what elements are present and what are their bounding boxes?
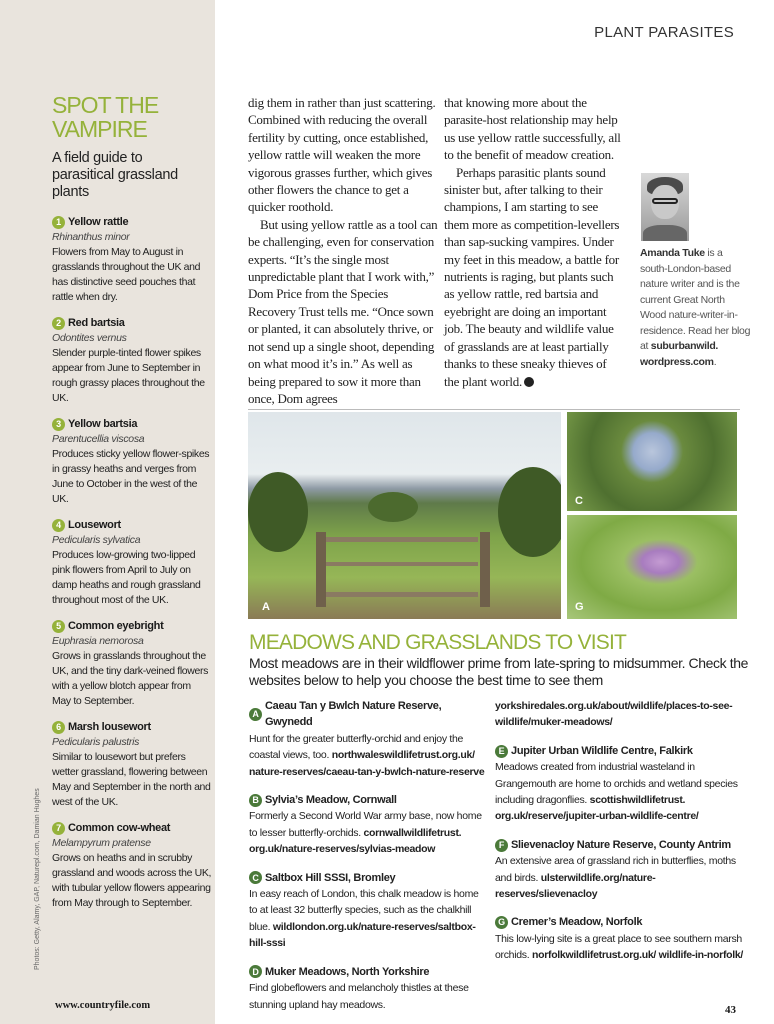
author-photo [641,173,689,241]
latin-name: Melampyrum pratense [52,837,151,849]
bio-text: is a south-London-based nature writer and is the current Great North Wood nature-writer-in-residence. Read her blog at [640,247,751,352]
plant-name-text: Marsh lousewort [68,721,151,733]
meadow-description: An extensive area of grassland rich in butterflies, moths and birds. [495,855,736,884]
meadow-name [249,792,487,808]
meadows-column-2 [495,698,745,1013]
footer-website[interactable]: www.countryfile.com [55,1000,151,1011]
meadows-section [249,630,764,1013]
blog-link[interactable]: suburbanwild. wordpress.com [640,340,719,368]
meadow-name [495,914,745,930]
sidebar-content [52,93,212,922]
paragraph-text: Perhaps parasitic plants sound sinister but, after talking to their champions, I am starting to see them more as competition-levellers than sap-sucking vampires. Under my feet in this meadow, a battle for nutrients is raging, but plants such as yellow rattle, red bartsia and eyebright are doing an important job. The beauty and wildlife value of grasslands are at least partially thanks to these sneaky thieves of the plant world. [444,164,620,389]
latin-name: Pedicularis palustris [52,736,140,748]
meadow-name-text: Caeau Tan y Bwlch Nature Reserve, Gwynedd [265,700,442,729]
plant-name [52,215,212,230]
meadow-item [249,964,487,1013]
photo-label: C [575,495,583,507]
bio-end: . [713,355,717,368]
photo-orchid [567,515,737,619]
number-badge: 7 [52,822,65,835]
plant-name-text: Red bartsia [68,317,125,329]
plant-item [52,619,212,709]
plant-name-text: Lousewort [68,519,121,531]
section-tag: PLANT PARASITES [594,24,734,41]
meadow-url[interactable]: yorkshiredales.org.uk/about/wildlife/places-to-see-wildlife/muker-meadows/ [495,700,733,729]
plant-item [52,720,212,810]
letter-badge: F [495,839,508,852]
meadow-url[interactable]: norfolkwildlifetrust.org.uk/ wildlife-in-norfolk/ [531,949,744,962]
paragraph [444,164,624,390]
letter-badge: C [249,871,262,884]
meadows-intro: Most meadows are in their wildflower prime from late-spring to midsummer. Check the websites below to help you choose the best time to see them [249,655,748,688]
article-column-2 [444,94,624,390]
meadow-description: Formerly a Second World War army base, now home to lesser butterfly-orchids. [249,810,482,839]
number-badge: 2 [52,317,65,330]
plant-description: Flowers from May to August in grasslands throughout the UK and has distinctive seed pouches that rattle when dry. [52,246,201,303]
letter-badge: D [249,965,262,978]
plant-name-text: Common eyebright [68,620,164,632]
number-badge: 6 [52,721,65,734]
plant-name [52,518,212,533]
meadow-name-text: Cremer’s Meadow, Norfolk [511,916,643,929]
plant-item [52,417,212,507]
plant-name [52,720,212,735]
photo-label: G [575,601,584,613]
meadow-description: This low-lying site is a great place to see southern marsh orchids. [495,932,742,962]
meadow-item [495,698,745,731]
meadow-name [495,837,745,853]
number-badge: 5 [52,620,65,633]
meadow-description: Meadows created from industrial wasteland in Grangemouth are home to orchids and wetland species including dragonflies. [495,761,738,807]
meadow-url[interactable]: ulsterwildlife.org/nature-reserves/slievenacloy [495,871,656,901]
meadow-description: Find globeflowers and melancholy thistles at these stunning upland hay meadows. [249,982,469,1011]
meadow-name-text: Muker Meadows, North Yorkshire [265,965,430,978]
letter-badge: G [495,916,508,929]
author-name: Amanda Tuke [640,247,705,259]
plant-description: Similar to lousewort but prefers wetter grassland, flowering between May and September in the north and west of the UK. [52,751,211,808]
photo-butterfly [567,412,737,511]
meadow-item [249,870,487,952]
meadow-name-text: Slievenacloy Nature Reserve, County Antrim [511,838,731,851]
meadow-item [249,698,487,780]
meadow-name [249,870,487,886]
sidebar-title: SPOT THE VAMPIRE [52,92,159,142]
photo-meadow-gate [248,412,561,619]
plant-description: Produces sticky yellow flower-spikes in grassy heaths and verges from June to October in the west of the UK. [52,448,210,505]
plant-description: Produces low-growing two-lipped pink flowers from April to July on damp heaths and rough grassland throughout most of the UK. [52,549,201,606]
meadow-name [495,743,745,759]
plant-name [52,316,212,331]
paragraph: dig them in rather than just scattering. Combined with reducing the overall fertility by cutting, once established, yellow rattle will weaken the more vigorous grasses further, which gives other flowers the chance to get a quicker roothold. [248,95,436,215]
meadow-name-text: Sylvia’s Meadow, Cornwall [265,794,397,807]
meadow-url[interactable]: scottishwildlifetrust. org.uk/reserve/jupiter-urban-wildlife-centre/ [495,794,699,823]
meadow-item [249,792,487,858]
meadow-description: Hunt for the greater butterfly-orchid and enjoy the coastal views, too. [249,732,464,762]
meadow-name-text: Jupiter Urban Wildlife Centre, Falkirk [511,744,693,757]
meadows-columns [249,698,764,1013]
meadow-item [495,914,745,963]
latin-name: Odontites vernus [52,332,127,344]
meadow-description: In easy reach of London, this chalk meadow is home to at least 32 butterfly species, such as the chalkhill blue. [249,888,479,933]
plant-guide-list [52,215,212,922]
plant-name-text: Yellow rattle [68,216,129,228]
paragraph: But using yellow rattle as a tool can be challenging, even for conservation experts. “It’s the single most unpredictable plant that I work with,” Dom Price from the Species Recovery Trust tells me. “Once sown or planted, it can absolutely thrive, or not send up a single shoot, depending on what mood it’s in.” As well as being prepared to sow it more than once, Dom agrees [248,216,438,406]
meadow-name-text: Saltbox Hill SSSI, Bromley [265,871,396,884]
latin-name: Euphrasia nemorosa [52,635,144,647]
number-badge: 1 [52,216,65,229]
end-mark-icon [524,377,534,387]
plant-description: Grows in grasslands throughout the UK, and the tiny dark-veined flowers with a yellow blotch appear from May to September. [52,650,209,707]
sidebar-subtitle: A field guide to parasitical grassland plants [52,150,178,200]
plant-description: Grows on heaths and in scrubby grassland and woods across the UK, with tubular yellow flowers appearing from May through to September. [52,852,212,909]
photo-credit: Photos: Getty, Alamy, GAP, Naturepl.com, Damian Hughes [34,788,41,970]
number-badge: 4 [52,519,65,532]
meadow-url[interactable]: northwaleswildlifetrust.org.uk/ nature-reserves/caeau-tan-y-bwlch-nature-reserve [249,749,485,778]
plant-item [52,215,212,305]
plant-item [52,316,212,406]
latin-name: Parentucellia viscosa [52,433,145,445]
paragraph: that knowing more about the parasite-host relationship may help us use yellow rattle successfully, all to the benefit of meadow creation. [444,95,621,163]
author-bio [640,246,752,370]
letter-badge: B [249,794,262,807]
meadow-item [495,837,745,903]
meadows-heading: MEADOWS AND GRASSLANDS TO VISIT [249,631,627,654]
meadow-url[interactable]: wildlondon.org.uk/nature-reserves/saltbox-hill-sssi [249,920,476,950]
article-column-1 [248,94,438,407]
page-number: 43 [725,1004,736,1016]
meadow-item [495,743,745,825]
plant-name [52,619,212,634]
divider [248,409,740,410]
plant-description: Slender purple-tinted flower spikes appear from June to September in rough grassy places throughout the UK. [52,347,205,404]
photo-label: A [262,601,270,613]
meadow-name [249,964,487,980]
meadows-column-1 [249,698,487,1013]
latin-name: Rhinanthus minor [52,231,130,243]
letter-badge: A [249,708,262,721]
plant-item [52,518,212,608]
number-badge: 3 [52,418,65,431]
latin-name: Pedicularis sylvatica [52,534,141,546]
meadow-name [249,698,487,731]
plant-name [52,417,212,432]
plant-name-text: Yellow bartsia [68,418,138,430]
plant-name-text: Common cow-wheat [68,822,171,834]
letter-badge: E [495,745,508,758]
plant-name [52,821,212,836]
plant-item [52,821,212,911]
meadow-url[interactable]: cornwallwildlifetrust. org.uk/nature-reserves/sylvias-meadow [249,826,462,856]
